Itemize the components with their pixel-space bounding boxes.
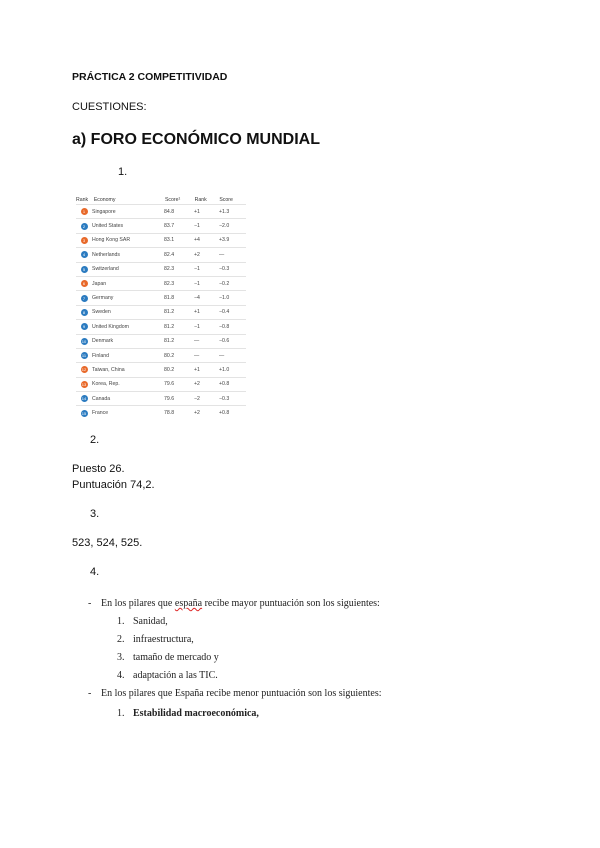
rank-badge: 11 — [81, 353, 87, 359]
rank-change-cell: +4 — [194, 237, 200, 244]
rank-change-cell: +2 — [194, 410, 200, 417]
list-number: 2. — [117, 634, 125, 645]
table-row — [76, 290, 246, 304]
economy-cell: Korea, Rep. — [92, 381, 120, 388]
table-row — [76, 218, 246, 232]
question-number-1: 1. — [118, 166, 128, 178]
rank-badge: 9 — [81, 323, 88, 330]
rank-change-cell: — — [194, 338, 200, 345]
score-change-cell: −0.6 — [219, 338, 230, 345]
rank-change-cell: −4 — [194, 295, 200, 302]
rank-cell — [76, 223, 92, 230]
score-change-cell: −0.3 — [219, 266, 230, 273]
rank-badge: 13 — [81, 381, 87, 387]
score-change-cell: +3.9 — [219, 237, 230, 244]
score-change-cell: +0.8 — [219, 410, 230, 417]
economy-cell: France — [92, 410, 109, 417]
table-row — [76, 319, 246, 333]
score-cell: 83.1 — [164, 237, 175, 244]
rank-change-cell: +2 — [194, 381, 200, 388]
economy-cell: Sweden — [92, 309, 111, 316]
economy-cell: United Kingdom — [92, 323, 129, 330]
score-change-cell: +0.8 — [219, 381, 230, 388]
rank-badge: 12 — [81, 367, 87, 373]
answer-3: 523, 524, 525. — [72, 537, 143, 549]
economy-cell: Japan — [92, 280, 107, 287]
economy-cell: Singapore — [92, 208, 116, 215]
table-header — [76, 195, 246, 204]
rank-change-cell: −1 — [194, 323, 200, 330]
table-row — [76, 276, 246, 290]
table-row — [76, 348, 246, 362]
bullet-text-1 — [101, 598, 380, 609]
header-economy: Economy — [93, 196, 116, 203]
economy-cell: Finland — [92, 352, 110, 359]
score-cell: 80.2 — [164, 352, 175, 359]
list-number: 1. — [117, 708, 125, 719]
score-change-cell: −2.0 — [219, 223, 230, 230]
rank-cell — [76, 352, 92, 359]
rank-change-cell: +2 — [194, 251, 200, 258]
list-item-text: adaptación a las TIC. — [133, 670, 218, 681]
rank-cell — [76, 295, 92, 302]
score-change-cell: — — [219, 251, 225, 258]
table-row — [76, 204, 246, 218]
score-change-cell: +1.0 — [219, 366, 230, 373]
rank-change-cell: — — [194, 352, 200, 359]
rank-badge: 8 — [81, 309, 88, 316]
rank-cell — [76, 266, 92, 273]
table-row — [76, 233, 246, 247]
question-number-2: 2. — [90, 434, 100, 446]
rank-cell — [76, 208, 92, 215]
score-cell: 83.7 — [164, 223, 175, 230]
header-score-change: Score — [219, 196, 233, 203]
score-cell: 81.2 — [164, 338, 175, 345]
table-row — [76, 305, 246, 319]
score-cell: 82.3 — [164, 266, 175, 273]
questions-heading: CUESTIONES: — [72, 101, 147, 113]
rank-badge: 10 — [81, 338, 87, 344]
score-change-cell: +1.3 — [219, 208, 230, 215]
table-row — [76, 262, 246, 276]
score-cell: 82.3 — [164, 280, 175, 287]
score-change-cell: −0.4 — [219, 309, 230, 316]
economy-cell: Hong Kong SAR — [92, 237, 131, 244]
rank-badge: 4 — [81, 251, 88, 258]
rank-badge: 6 — [81, 280, 88, 287]
bullet-text-2: En los pilares que España recibe menor puntuación son los siguientes: — [101, 688, 382, 699]
bullet-dash-1: - — [88, 598, 92, 609]
rank-badge: 5 — [81, 266, 88, 273]
score-cell: 79.6 — [164, 395, 175, 402]
table-row — [76, 377, 246, 391]
score-cell: 79.6 — [164, 381, 175, 388]
rank-change-cell: −1 — [194, 280, 200, 287]
score-cell: 84.8 — [164, 208, 175, 215]
rank-cell — [76, 395, 92, 402]
score-cell: 80.2 — [164, 366, 175, 373]
rank-change-cell: −2 — [194, 395, 200, 402]
table-body — [76, 204, 246, 420]
table-row — [76, 362, 246, 376]
document-title: PRÁCTICA 2 COMPETITIVIDAD — [72, 71, 228, 83]
table-row — [76, 334, 246, 348]
score-cell: 78.8 — [164, 410, 175, 417]
question-number-3: 3. — [90, 508, 100, 520]
rank-badge: 14 — [81, 396, 87, 402]
rank-change-cell: +1 — [194, 366, 200, 373]
score-cell: 81.2 — [164, 323, 175, 330]
rank-cell — [76, 410, 92, 417]
ranking-table — [76, 195, 246, 420]
rank-change-cell: +1 — [194, 309, 200, 316]
economy-cell: Denmark — [92, 338, 114, 345]
economy-cell: United States — [92, 223, 124, 230]
rank-badge: 2 — [81, 223, 88, 230]
score-change-cell: −0.2 — [219, 280, 230, 287]
answer-2-score: Puntuación 74,2. — [72, 479, 155, 491]
header-rank: Rank — [76, 196, 89, 203]
score-cell: 82.4 — [164, 251, 175, 258]
header-score: Score¹ — [164, 196, 181, 203]
rank-cell — [76, 309, 92, 316]
answer-2-rank: Puesto 26. — [72, 463, 125, 475]
score-cell: 81.8 — [164, 295, 175, 302]
rank-badge: 3 — [81, 237, 88, 244]
score-change-cell: −1.0 — [219, 295, 230, 302]
rank-change-cell: −1 — [194, 266, 200, 273]
rank-cell — [76, 280, 92, 287]
score-change-cell: — — [219, 352, 225, 359]
economy-cell: Netherlands — [92, 251, 120, 258]
economy-cell: Germany — [92, 295, 114, 302]
list-item-text: Estabilidad macroeconómica, — [133, 708, 259, 719]
list-number: 1. — [117, 616, 125, 627]
rank-badge: 15 — [81, 410, 87, 416]
list-number: 4. — [117, 670, 125, 681]
table-row — [76, 405, 246, 419]
bullet-text-1-pre: En los pilares que — [101, 598, 175, 609]
question-number-4: 4. — [90, 566, 100, 578]
rank-change-cell: +1 — [194, 208, 200, 215]
list-item-text: Sanidad, — [133, 616, 168, 627]
rank-badge: 7 — [81, 295, 88, 302]
section-heading: a) FORO ECONÓMICO MUNDIAL — [72, 131, 320, 148]
economy-cell: Taiwan, China — [92, 366, 125, 373]
rank-cell — [76, 338, 92, 345]
list-item-text: infraestructura, — [133, 634, 194, 645]
rank-cell — [76, 251, 92, 258]
score-change-cell: −0.3 — [219, 395, 230, 402]
rank-cell — [76, 366, 92, 373]
bullet-dash-2: - — [88, 688, 92, 699]
header-rank-change: Rank — [194, 196, 207, 203]
rank-cell — [76, 237, 92, 244]
rank-badge: 1 — [81, 208, 88, 215]
table-row — [76, 247, 246, 261]
spellcheck-word: españa — [174, 598, 203, 609]
list-item-text: tamaño de mercado y — [133, 652, 219, 663]
bullet-text-1-post: recibe mayor puntuación son los siguientes: — [202, 598, 380, 609]
table-row — [76, 391, 246, 405]
rank-cell — [76, 323, 92, 330]
score-cell: 81.2 — [164, 309, 175, 316]
rank-cell — [76, 381, 92, 388]
economy-cell: Switzerland — [92, 266, 119, 273]
rank-change-cell: −1 — [194, 223, 200, 230]
score-change-cell: −0.8 — [219, 323, 230, 330]
list-number: 3. — [117, 652, 125, 663]
economy-cell: Canada — [92, 395, 111, 402]
